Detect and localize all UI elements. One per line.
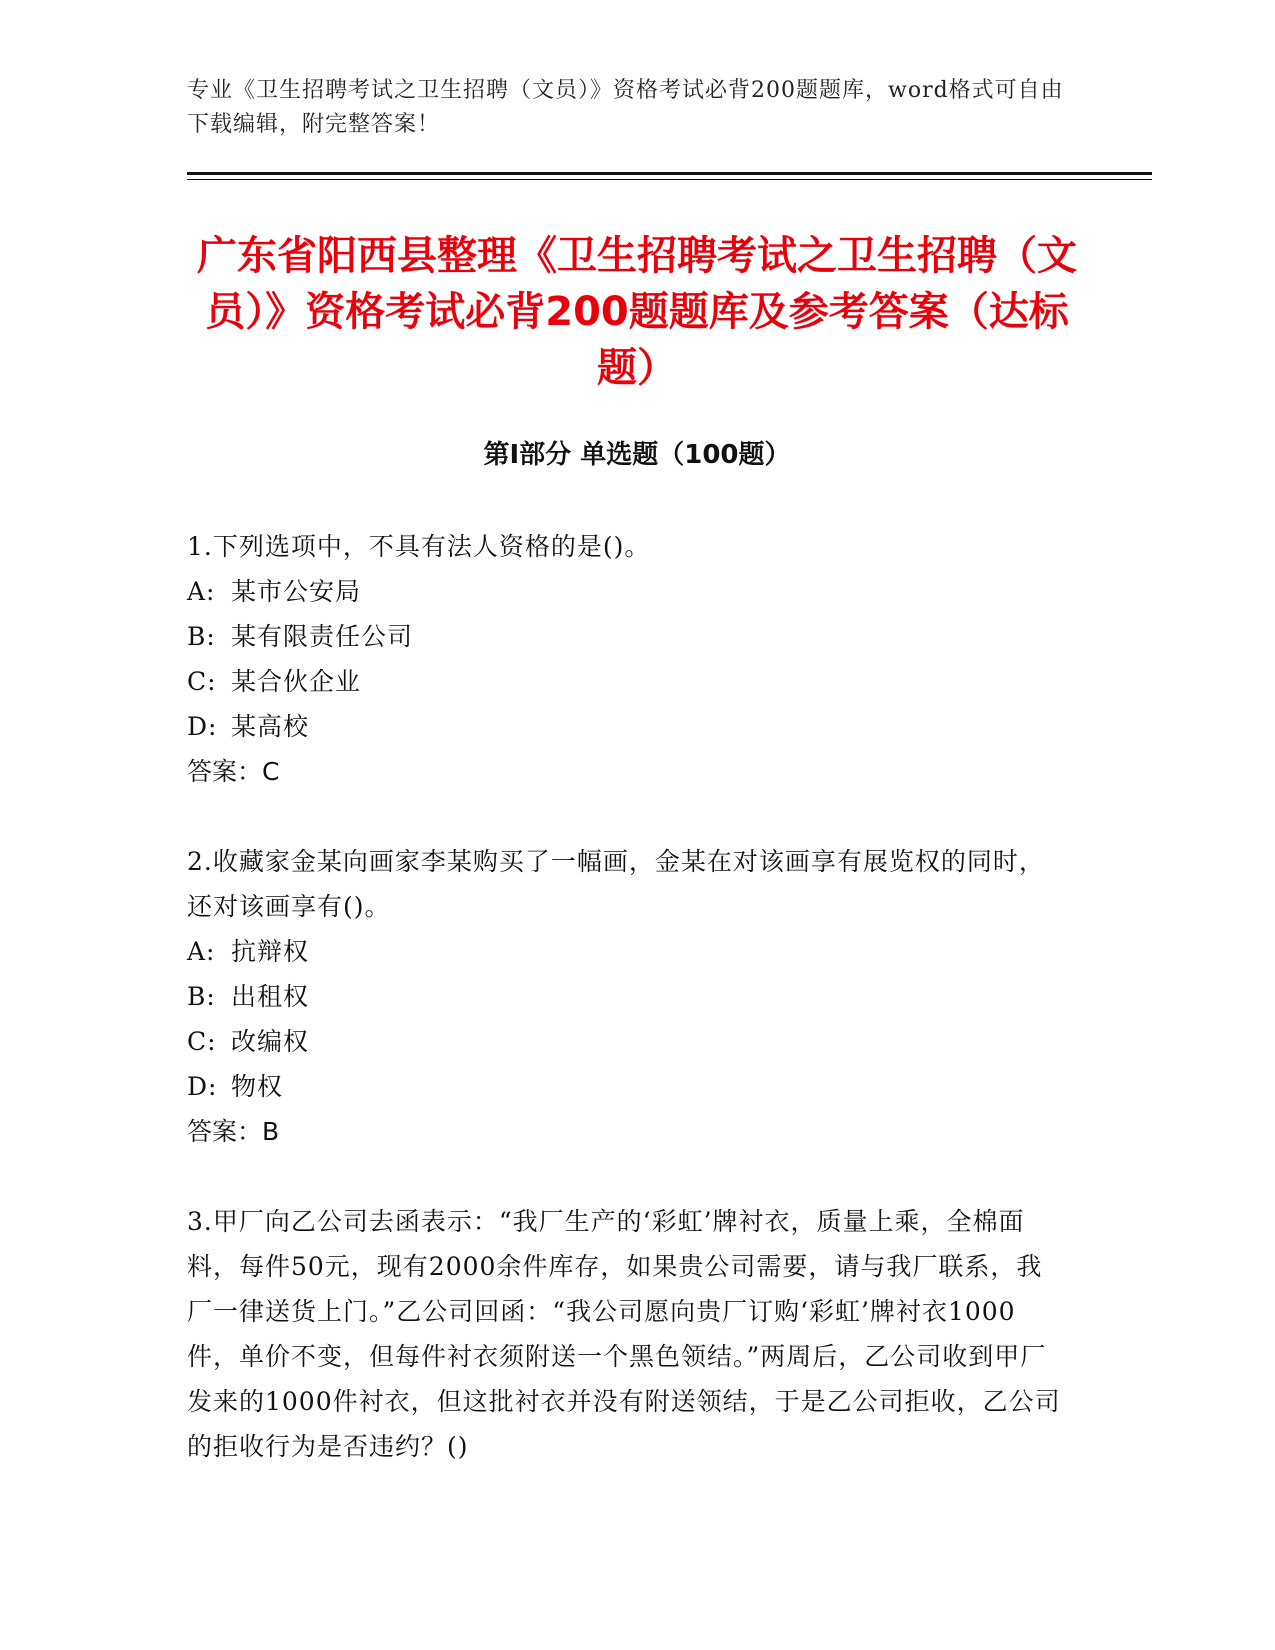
option-text: 某合伙企业 xyxy=(231,667,362,696)
option-letter: B: xyxy=(187,982,216,1011)
option-letter: D: xyxy=(187,1072,218,1101)
header-note: 专业《卫生招聘考试之卫生招聘（文员）》资格考试必背200题题库，word格式可自由下载编辑，附完整答案！ xyxy=(187,78,1064,137)
option-c xyxy=(187,1019,1067,1064)
option-text: 某市公安局 xyxy=(231,577,362,606)
option-a xyxy=(187,929,1067,974)
option-text: 改编权 xyxy=(231,1027,310,1056)
option-letter: C: xyxy=(187,1027,217,1056)
question-gap xyxy=(187,1154,1067,1199)
question-1 xyxy=(187,524,1067,794)
option-letter: B: xyxy=(187,622,216,651)
option-text: 出租权 xyxy=(231,982,310,1011)
option-a xyxy=(187,569,1067,614)
option-c xyxy=(187,659,1067,704)
option-text: 物权 xyxy=(231,1072,284,1101)
option-text: 某有限责任公司 xyxy=(231,622,414,651)
option-text: 抗辩权 xyxy=(231,937,310,966)
question-list xyxy=(187,524,1067,1469)
question-stem: 1.下列选项中，不具有法人资格的是()。 xyxy=(187,532,651,561)
header-rule-thick xyxy=(187,172,1152,175)
option-d xyxy=(187,1064,1067,1109)
question-stem: 3.甲厂向乙公司去函表示：“我厂生产的‘彩虹’牌衬衣，质量上乘，全棉面料，每件50元，现有2000余件库存，如果贵公司需要，请与我厂联系，我厂一律送货上门。”乙公司回函：“我公司愿向贵厂订购‘彩虹’牌衬衣1000件，单价不变，但每件衬衣须附送一个黑色领结。”两周后，乙公司收到甲厂发来的1000件衬衣，但这批衬衣并没有附送领结，于是乙公司拒收，乙公司的拒收行为是否违约？() xyxy=(187,1207,1061,1461)
option-letter: C: xyxy=(187,667,217,696)
option-b xyxy=(187,614,1067,659)
question-stem: 2.收藏家金某向画家李某购买了一幅画，金某在对该画享有展览权的同时，还对该画享有()。 xyxy=(187,847,1045,921)
answer-line: 答案：B xyxy=(187,1117,280,1146)
section-title: 第Ⅰ部分 单选题（100题） xyxy=(483,440,791,470)
option-b xyxy=(187,974,1067,1019)
answer-line: 答案：C xyxy=(187,757,280,786)
option-d xyxy=(187,704,1067,749)
header-rule-thin xyxy=(187,179,1152,180)
document-title: 广东省阳西县整理《卫生招聘考试之卫生招聘（文员）》资格考试必背200题题库及参考答案（达标题） xyxy=(197,233,1077,391)
question-gap xyxy=(187,794,1067,839)
option-letter: D: xyxy=(187,712,218,741)
question-3 xyxy=(187,1199,1067,1469)
option-letter: A: xyxy=(187,577,216,606)
option-text: 某高校 xyxy=(231,712,310,741)
question-2 xyxy=(187,839,1067,1154)
option-letter: A: xyxy=(187,937,216,966)
